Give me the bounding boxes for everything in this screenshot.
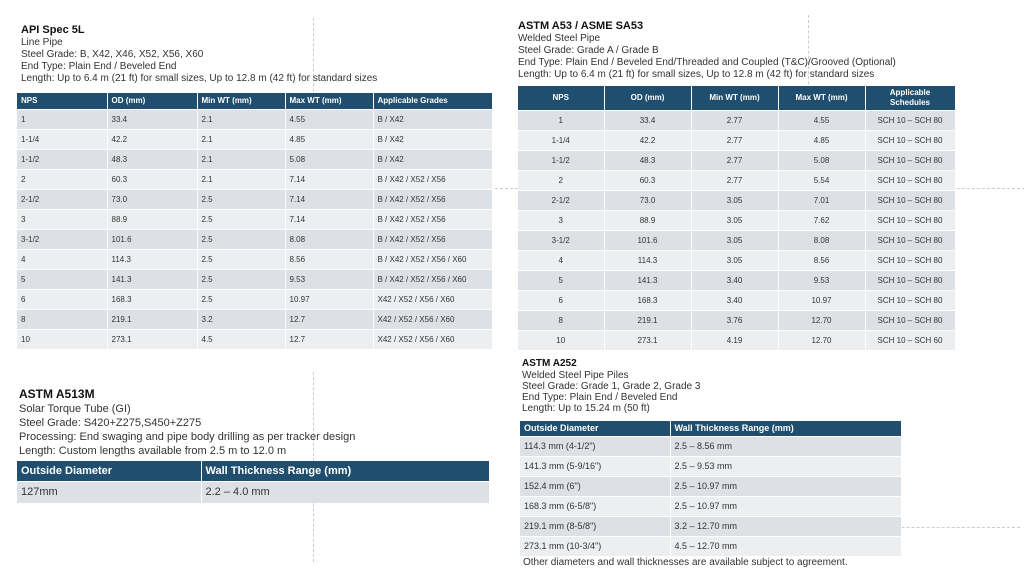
table-cell: 3.76: [691, 310, 778, 330]
table-header-row: [518, 86, 955, 110]
table-cell: 4: [518, 250, 604, 270]
api-line-2: Steel Grade: B, X42, X46, X52, X56, X60: [21, 49, 204, 60]
table-cell: X42 / X52 / X56 / X60: [373, 329, 492, 349]
table-row: [17, 209, 492, 229]
col-header: OD (mm): [107, 93, 197, 109]
table-cell: B / X42: [373, 129, 492, 149]
table-cell: 1: [518, 110, 604, 130]
table-cell: 3.05: [691, 230, 778, 250]
table-row: [518, 150, 955, 170]
table-cell: 2-1/2: [518, 190, 604, 210]
table-cell: 2: [518, 170, 604, 190]
astm-a513m-section: [19, 387, 355, 458]
a513-line-4: Length: Custom lengths available from 2.5 m to 12.0 m: [19, 445, 287, 457]
table-cell: 6: [518, 290, 604, 310]
astm-a252-table: [520, 421, 902, 556]
table-row: [518, 130, 955, 150]
table-cell: 5: [17, 269, 107, 289]
table-cell: SCH 10 – SCH 80: [865, 210, 955, 230]
table-cell: 2.5: [197, 269, 285, 289]
table-header-row: [17, 461, 489, 481]
col-header: Applicable Grades: [373, 93, 492, 109]
table-row: [520, 536, 901, 556]
table-cell: 10: [518, 330, 604, 350]
table-cell: 5.08: [285, 149, 373, 169]
table-cell: 5.08: [778, 150, 865, 170]
table-row: [520, 496, 901, 516]
a53-line-4: Length: Up to 6.4 m (21 ft) for small sizes, Up to 12.8 m (42 ft) for standard sizes: [518, 69, 875, 80]
table-row: [518, 310, 955, 330]
table-cell: 9.53: [285, 269, 373, 289]
table-cell: 2.5: [197, 229, 285, 249]
table-cell: 60.3: [604, 170, 691, 190]
a53-line-2: Steel Grade: Grade A / Grade B: [518, 45, 659, 56]
table-cell: 2.77: [691, 110, 778, 130]
table-row: [518, 330, 955, 350]
col-header: Wall Thickness Range (mm): [670, 421, 901, 436]
table-cell: 4.19: [691, 330, 778, 350]
table-cell: B / X42 / X52 / X56: [373, 189, 492, 209]
table-row: [17, 249, 492, 269]
table-row: [520, 456, 901, 476]
a513-line-1: Solar Torque Tube (GI): [19, 403, 131, 415]
table-cell: 88.9: [107, 209, 197, 229]
table-cell: 10.97: [285, 289, 373, 309]
table-row: [518, 170, 955, 190]
table-cell: 114.3: [604, 250, 691, 270]
table-cell: 1-1/4: [17, 129, 107, 149]
table-cell: 3.2 – 12.70 mm: [670, 516, 901, 536]
table-cell: 8.56: [285, 249, 373, 269]
table-cell: 127mm: [17, 481, 201, 503]
table-cell: 114.3 mm (4-1/2"): [520, 436, 670, 456]
table-cell: 7.14: [285, 209, 373, 229]
astm-a53-table: [518, 86, 956, 350]
table-cell: SCH 10 – SCH 60: [865, 330, 955, 350]
table-cell: 4.5: [197, 329, 285, 349]
table-cell: 33.4: [107, 109, 197, 129]
a53-line-3: End Type: Plain End / Beveled End/Threaded and Coupled (T&C)/Grooved (Optional): [518, 57, 896, 68]
table-cell: 3-1/2: [17, 229, 107, 249]
table-cell: 2.77: [691, 130, 778, 150]
table-cell: 2-1/2: [17, 189, 107, 209]
table-cell: 7.14: [285, 189, 373, 209]
table-cell: 2.5 – 10.97 mm: [670, 496, 901, 516]
table-cell: 73.0: [107, 189, 197, 209]
table-cell: SCH 10 – SCH 80: [865, 290, 955, 310]
table-cell: 3-1/2: [518, 230, 604, 250]
table-row: [17, 481, 489, 503]
table-cell: 219.1: [107, 309, 197, 329]
table-cell: 219.1: [604, 310, 691, 330]
table-cell: B / X42: [373, 149, 492, 169]
a252-line-1: Welded Steel Pipe Piles: [522, 370, 629, 381]
astm-a53-section: [518, 20, 896, 81]
table-cell: 4.55: [778, 110, 865, 130]
table-cell: 7.62: [778, 210, 865, 230]
a53-title: ASTM A53 / ASME SA53: [518, 20, 644, 32]
api-line-1: Line Pipe: [21, 37, 63, 48]
table-cell: 273.1: [107, 329, 197, 349]
table-cell: 12.70: [778, 330, 865, 350]
table-row: [518, 270, 955, 290]
table-cell: 12.7: [285, 329, 373, 349]
api-title: API Spec 5L: [21, 24, 85, 36]
table-cell: 4.85: [778, 130, 865, 150]
table-row: [17, 169, 492, 189]
table-cell: 3.40: [691, 290, 778, 310]
col-header: Min WT (mm): [691, 86, 778, 110]
api-spec-5l-section: [21, 23, 377, 85]
table-cell: 3.2: [197, 309, 285, 329]
table-cell: B / X42 / X52 / X56: [373, 169, 492, 189]
table-cell: 1-1/2: [518, 150, 604, 170]
table-row: [518, 230, 955, 250]
table-cell: 60.3: [107, 169, 197, 189]
table-cell: 8.56: [778, 250, 865, 270]
a252-title: ASTM A252: [522, 358, 577, 369]
table-cell: 12.7: [285, 309, 373, 329]
table-cell: 33.4: [604, 110, 691, 130]
table-cell: 2.77: [691, 150, 778, 170]
a252-note: Other diameters and wall thicknesses are available subject to agreement.: [523, 557, 848, 568]
a252-line-2: Steel Grade: Grade 1, Grade 2, Grade 3: [522, 381, 701, 392]
col-header: Max WT (mm): [285, 93, 373, 109]
a513-line-3: Processing: End swaging and pipe body drilling as per tracker design: [19, 431, 356, 443]
table-cell: 141.3: [107, 269, 197, 289]
table-row: [520, 476, 901, 496]
col-header: Outside Diameter: [520, 421, 670, 436]
col-header: NPS: [17, 93, 107, 109]
table-row: [17, 309, 492, 329]
table-cell: 2.2 – 4.0 mm: [201, 481, 489, 503]
table-cell: 8: [17, 309, 107, 329]
table-cell: SCH 10 – SCH 80: [865, 310, 955, 330]
table-cell: SCH 10 – SCH 80: [865, 270, 955, 290]
table-cell: 168.3: [604, 290, 691, 310]
table-cell: 3.05: [691, 190, 778, 210]
table-header-row: [17, 93, 492, 109]
col-header: Wall Thickness Range (mm): [201, 461, 489, 481]
table-cell: 3.40: [691, 270, 778, 290]
table-row: [518, 110, 955, 130]
table-cell: 141.3: [604, 270, 691, 290]
table-cell: 101.6: [604, 230, 691, 250]
table-row: [520, 436, 901, 456]
col-header: Min WT (mm): [197, 93, 285, 109]
table-cell: X42 / X52 / X56 / X60: [373, 289, 492, 309]
table-cell: 12.70: [778, 310, 865, 330]
table-cell: 7.01: [778, 190, 865, 210]
table-cell: 2.5: [197, 189, 285, 209]
table-cell: 219.1 mm (8-5/8"): [520, 516, 670, 536]
table-cell: 1-1/2: [17, 149, 107, 169]
table-cell: 9.53: [778, 270, 865, 290]
table-cell: SCH 10 – SCH 80: [865, 230, 955, 250]
table-row: [17, 109, 492, 129]
table-cell: 4.85: [285, 129, 373, 149]
table-cell: 2.5: [197, 209, 285, 229]
a513-line-2: Steel Grade: S420+Z275,S450+Z275: [19, 417, 202, 429]
table-cell: 2.5 – 8.56 mm: [670, 436, 901, 456]
col-header: Applicable Schedules: [865, 86, 955, 110]
table-cell: 48.3: [604, 150, 691, 170]
table-cell: 114.3: [107, 249, 197, 269]
table-row: [518, 210, 955, 230]
table-cell: 42.2: [107, 129, 197, 149]
a53-line-1: Welded Steel Pipe: [518, 33, 601, 44]
table-row: [518, 290, 955, 310]
table-header-row: [520, 421, 901, 436]
api-line-3: End Type: Plain End / Beveled End: [21, 61, 177, 72]
table-row: [17, 329, 492, 349]
table-cell: 48.3: [107, 149, 197, 169]
a252-line-4: Length: Up to 15.24 m (50 ft): [522, 403, 650, 414]
api-spec-table: [17, 93, 493, 349]
col-header: Outside Diameter: [17, 461, 201, 481]
table-cell: SCH 10 – SCH 80: [865, 170, 955, 190]
table-cell: 4.55: [285, 109, 373, 129]
table-row: [17, 289, 492, 309]
table-cell: 8.08: [778, 230, 865, 250]
table-row: [17, 189, 492, 209]
table-cell: B / X42: [373, 109, 492, 129]
api-line-4: Length: Up to 6.4 m (21 ft) for small sizes, Up to 12.8 m (42 ft) for standard sizes: [21, 73, 378, 84]
table-row: [518, 190, 955, 210]
table-cell: 273.1 mm (10-3/4"): [520, 536, 670, 556]
table-cell: 273.1: [604, 330, 691, 350]
astm-a252-section: [522, 358, 700, 414]
table-cell: SCH 10 – SCH 80: [865, 250, 955, 270]
table-cell: 2.5 – 10.97 mm: [670, 476, 901, 496]
table-cell: 2: [17, 169, 107, 189]
table-cell: 73.0: [604, 190, 691, 210]
table-cell: 2.1: [197, 149, 285, 169]
table-cell: 1: [17, 109, 107, 129]
table-cell: SCH 10 – SCH 80: [865, 190, 955, 210]
table-cell: SCH 10 – SCH 80: [865, 150, 955, 170]
table-cell: 141.3 mm (5-9/16"): [520, 456, 670, 476]
col-header: Max WT (mm): [778, 86, 865, 110]
table-cell: B / X42 / X52 / X56 / X60: [373, 249, 492, 269]
astm-a513m-table: [17, 461, 490, 503]
table-cell: 1-1/4: [518, 130, 604, 150]
table-cell: 8: [518, 310, 604, 330]
col-header: NPS: [518, 86, 604, 110]
table-cell: 5: [518, 270, 604, 290]
table-cell: B / X42 / X52 / X56: [373, 209, 492, 229]
table-row: [17, 149, 492, 169]
table-row: [518, 250, 955, 270]
table-cell: 4: [17, 249, 107, 269]
table-row: [17, 229, 492, 249]
table-row: [17, 129, 492, 149]
table-cell: SCH 10 – SCH 80: [865, 110, 955, 130]
table-cell: 3.05: [691, 250, 778, 270]
table-cell: 3: [17, 209, 107, 229]
table-cell: 10: [17, 329, 107, 349]
a513-title: ASTM A513M: [19, 387, 95, 401]
table-cell: 2.1: [197, 129, 285, 149]
table-cell: 2.5: [197, 289, 285, 309]
table-cell: 3: [518, 210, 604, 230]
table-cell: 2.5 – 9.53 mm: [670, 456, 901, 476]
table-cell: B / X42 / X52 / X56 / X60: [373, 269, 492, 289]
table-cell: 4.5 – 12.70 mm: [670, 536, 901, 556]
table-cell: 6: [17, 289, 107, 309]
table-cell: 168.3 mm (6-5/8"): [520, 496, 670, 516]
a252-line-3: End Type: Plain End / Beveled End: [522, 392, 678, 403]
table-cell: 8.08: [285, 229, 373, 249]
table-cell: X42 / X52 / X56 / X60: [373, 309, 492, 329]
table-cell: 101.6: [107, 229, 197, 249]
col-header: OD (mm): [604, 86, 691, 110]
table-cell: 2.1: [197, 109, 285, 129]
table-row: [520, 516, 901, 536]
table-cell: 3.05: [691, 210, 778, 230]
table-cell: 2.1: [197, 169, 285, 189]
table-cell: 168.3: [107, 289, 197, 309]
table-cell: 42.2: [604, 130, 691, 150]
table-cell: 5.54: [778, 170, 865, 190]
table-row: [17, 269, 492, 289]
table-cell: 152.4 mm (6"): [520, 476, 670, 496]
table-cell: 7.14: [285, 169, 373, 189]
table-cell: SCH 10 – SCH 80: [865, 130, 955, 150]
table-cell: B / X42 / X52 / X56: [373, 229, 492, 249]
table-cell: 2.77: [691, 170, 778, 190]
table-cell: 2.5: [197, 249, 285, 269]
table-cell: 10.97: [778, 290, 865, 310]
table-cell: 88.9: [604, 210, 691, 230]
